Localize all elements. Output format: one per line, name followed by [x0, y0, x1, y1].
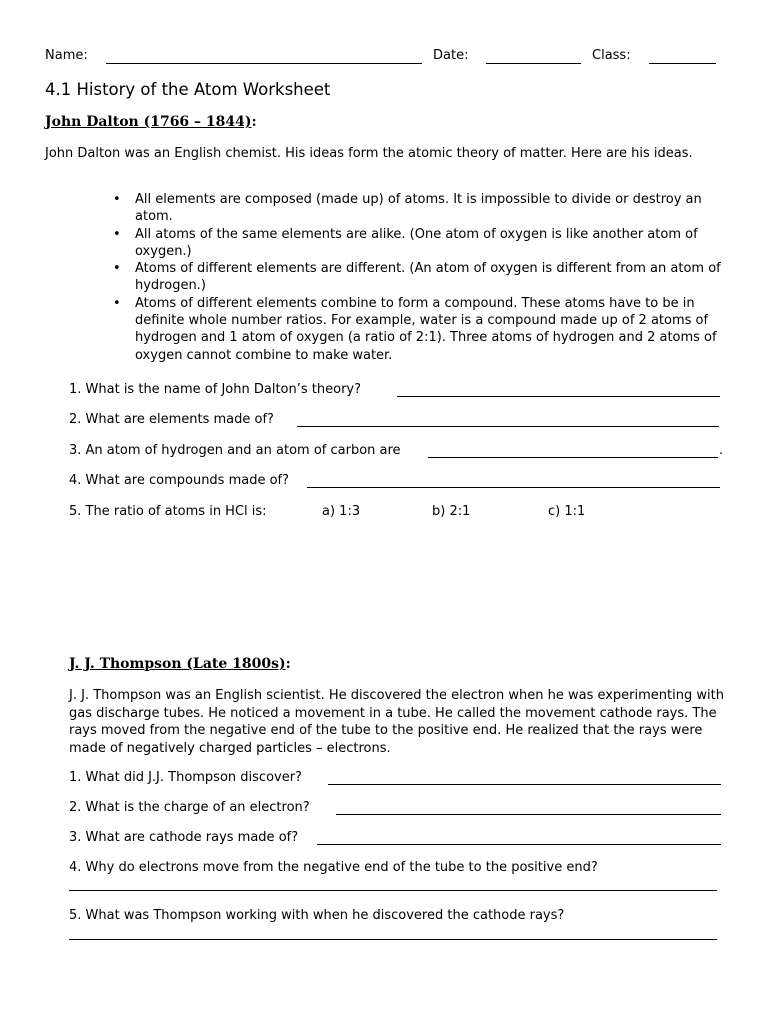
bullet-text: Atoms of different elements are different. (An atom of oxygen is different from an atom of hydrogen.): [135, 261, 721, 294]
worksheet-title: 4.1 History of the Atom Worksheet: [45, 80, 331, 99]
dalton-question-5: 5. The ratio of atoms in HCl is:: [69, 504, 267, 519]
thompson-question-2: 2. What is the charge of an electron?: [69, 800, 310, 815]
list-item: • All atoms of the same elements are alike. (One atom of oxygen is like another atom of oxygen.): [113, 226, 698, 259]
thompson-heading: [69, 656, 291, 672]
thompson-question-3: 3. What are cathode rays made of?: [69, 830, 299, 845]
choice-c[interactable]: c) 1:1: [548, 504, 586, 519]
class-label: Class:: [592, 48, 631, 63]
bullet-text: All atoms of the same elements are alike. (One atom of oxygen is like another atom of oxygen.): [135, 226, 698, 259]
thompson-question-1: 1. What did J.J. Thompson discover?: [69, 770, 302, 785]
thompson-heading-text: J. J. Thompson (Late 1800s): [69, 656, 286, 672]
answer-blank-dalton-4[interactable]: [307, 487, 720, 488]
list-item: • All elements are composed (made up) of atoms. It is impossible to divide or destroy an atom.: [113, 192, 702, 225]
list-item: • Atoms of different elements are different. (An atom of oxygen is different from an atom of hydrogen.): [113, 261, 721, 294]
thompson-question-5: 5. What was Thompson working with when he discovered the cathode rays?: [69, 908, 565, 923]
bullet-text: Atoms of different elements combine to form a compound. These atoms have to be in definite whole number ratios. For example, water is a compound made up of 2 atoms of hydrogen and 1 atom of oxygen (a ratio of 2:1). Three atoms of hydrogen and 2 atoms of oxygen cannot combine to make water.: [135, 295, 717, 363]
answer-blank-thompson-2[interactable]: [336, 814, 721, 815]
answer-blank-dalton-3[interactable]: [428, 457, 718, 458]
dalton-bullet-list: [113, 191, 733, 364]
thompson-heading-colon: :: [285, 656, 291, 672]
dalton-intro: John Dalton was an English chemist. His ideas form the atomic theory of matter. Here are his ideas.: [45, 146, 693, 161]
choice-a[interactable]: a) 1:3: [322, 504, 361, 519]
dalton-heading: [45, 114, 257, 130]
dalton-question-1: 1. What is the name of John Dalton’s theory?: [69, 382, 362, 397]
answer-blank-dalton-1[interactable]: [397, 396, 720, 397]
answer-blank-thompson-5[interactable]: [69, 939, 717, 940]
answer-blank-dalton-2[interactable]: [297, 426, 719, 427]
dalton-question-3: 3. An atom of hydrogen and an atom of carbon are: [69, 443, 401, 458]
question-3-period: .: [719, 443, 724, 458]
dalton-question-4: 4. What are compounds made of?: [69, 473, 290, 488]
name-blank[interactable]: [106, 49, 422, 64]
thompson-question-4: 4. Why do electrons move from the negative end of the tube to the positive end?: [69, 860, 598, 875]
answer-blank-thompson-1[interactable]: [328, 784, 721, 785]
bullet-text: All elements are composed (made up) of atoms. It is impossible to divide or destroy an atom.: [135, 192, 702, 225]
dalton-question-2: 2. What are elements made of?: [69, 412, 274, 427]
date-blank[interactable]: [486, 49, 581, 64]
dalton-heading-colon: :: [251, 114, 257, 130]
name-label: Name:: [45, 48, 88, 63]
answer-blank-thompson-3[interactable]: [317, 844, 721, 845]
class-blank[interactable]: [649, 49, 716, 64]
thompson-intro: J. J. Thompson was an English scientist. He discovered the electron when he was experimenting with gas discharge tubes. He noticed a movement in a tube. He called the movement cathode rays. The rays moved from the negative end of the tube to the positive end. He realized that the rays were made of negatively charged particles – electrons.: [69, 688, 724, 756]
date-label: Date:: [433, 48, 469, 63]
choice-b[interactable]: b) 2:1: [432, 504, 471, 519]
dalton-heading-text: John Dalton (1766 – 1844): [45, 114, 252, 130]
answer-blank-thompson-4[interactable]: [69, 890, 717, 891]
list-item: • Atoms of different elements combine to form a compound. These atoms have to be in definite whole number ratios. For example, water is a compound made up of 2 atoms of hydrogen and 1 atom of oxygen (a ratio of 2:1). Three atoms of hydrogen and 2 atoms of oxygen cannot combine to make water.: [113, 295, 717, 363]
